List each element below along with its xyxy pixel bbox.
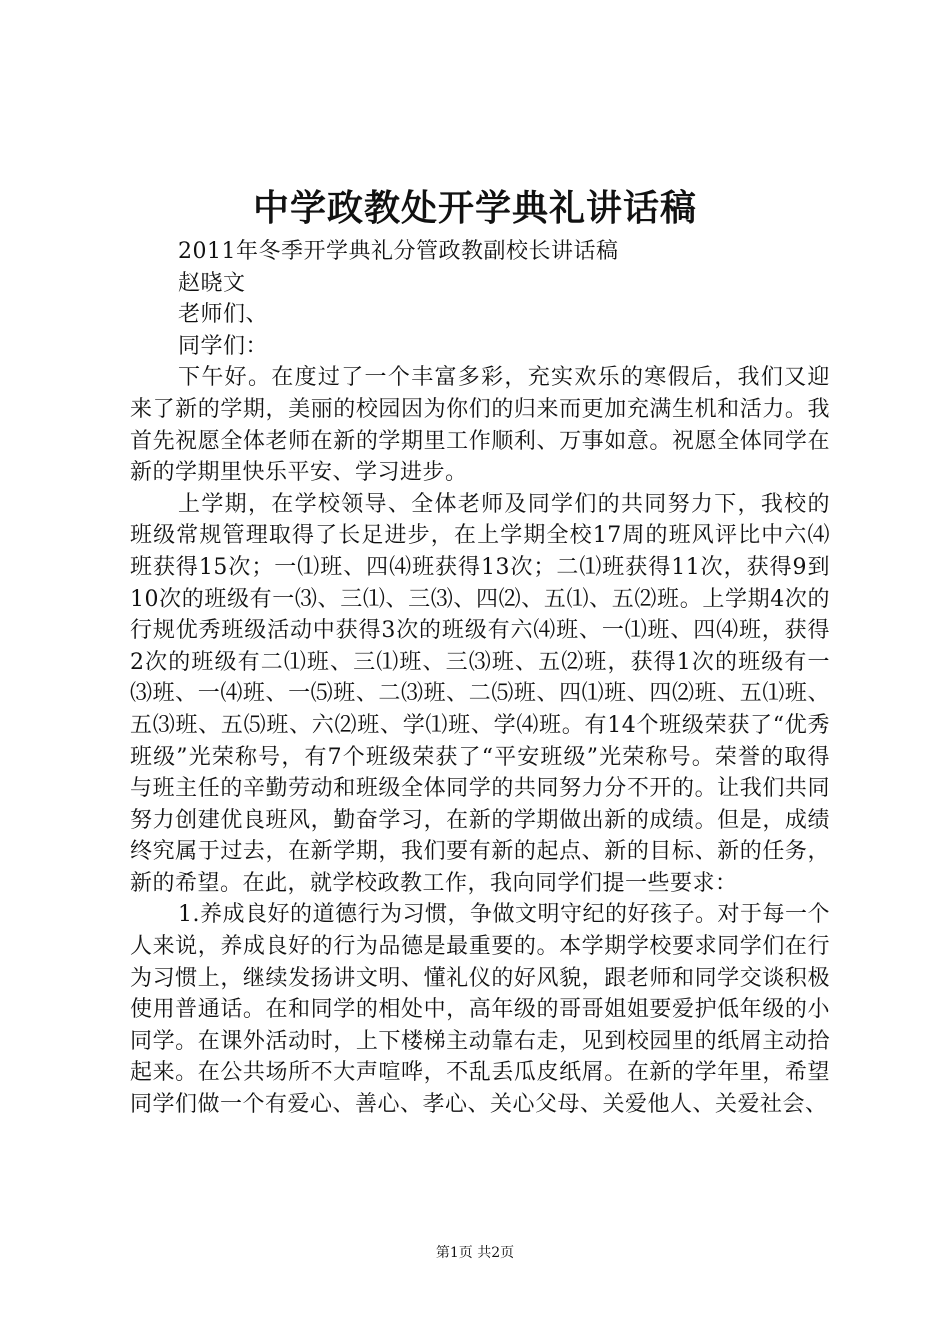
- subtitle-line: 2011年冬季开学典礼分管政教副校长讲话稿: [178, 239, 619, 264]
- paragraph-requirement-1: 1.养成良好的道德行为习惯，争做文明守纪的好孩子。对于每一个人来说，养成良好的行为品德是最重要的。本学期学校要求同学们在行为习惯上，继续发扬讲文明、懂礼仪的好风貌，跟老师和同学交谈积极使用普通话。在和同学的相处中，高年级的哥哥姐姐要爱护低年级的小同学。在课外活动时，上下楼梯主动靠右走，见到校园里的纸屑主动拾起来。在公共场所不大声喧哗，不乱丢瓜皮纸屑。在新的学年里，希望同学们做一个有爱心、善心、孝心、关心父母、关爱他人、关爱社会、: [130, 902, 830, 1118]
- document-body: [130, 236, 830, 1121]
- salutation-students: 同学们：: [178, 333, 269, 359]
- paragraph-greeting: 下午好。在度过了一个丰富多彩，充实欢乐的寒假后，我们又迎来了新的学期，美丽的校园因为你们的归来而更加充满生机和活力。我首先祝愿全体老师在新的学期里工作顺利、万事如意。祝愿全体同学在新的学期里快乐平安、学习进步。: [130, 365, 830, 486]
- paragraph-last-semester: 上学期，在学校领导、全体老师及同学们的共同努力下，我校的班级常规管理取得了长足进步，在上学期全校17周的班风评比中六⑷班获得15次；一⑴班、四⑷班获得13次；二⑴班获得11次，获得9到10次的班级有一⑶、三⑴、三⑶、四⑵、五⑴、五⑵班。上学期4次的行规优秀班级活动中获得3次的班级有六⑷班、一⑴班、四⑷班，获得2次的班级有二⑴班、三⑴班、三⑶班、五⑵班，获得1次的班级有一⑶班、一⑷班、一⑸班、二⑶班、二⑸班、四⑴班、四⑵班、五⑴班、五⑶班、五⑸班、六⑵班、学⑴班、学⑷班。有14个班级荣获了“优秀班级”光荣称号，有7个班级荣获了“平安班级”光荣称号。荣誉的取得与班主任的辛勤劳动和班级全体同学的共同努力分不开的。让我们共同努力创建优良班风，勤奋学习，在新的学期做出新的成绩。但是，成绩终究属于过去，在新学期，我们要有新的起点、新的目标、新的任务，新的希望。在此，就学校政教工作，我向同学们提一些要求：: [130, 491, 830, 896]
- page-footer: 第1页 共2页: [435, 1245, 515, 1261]
- salutation-teachers: 老师们、: [178, 302, 269, 328]
- author-line: 赵晓文: [178, 270, 246, 296]
- document-title: 中学政教处开学典礼讲话稿: [252, 187, 697, 229]
